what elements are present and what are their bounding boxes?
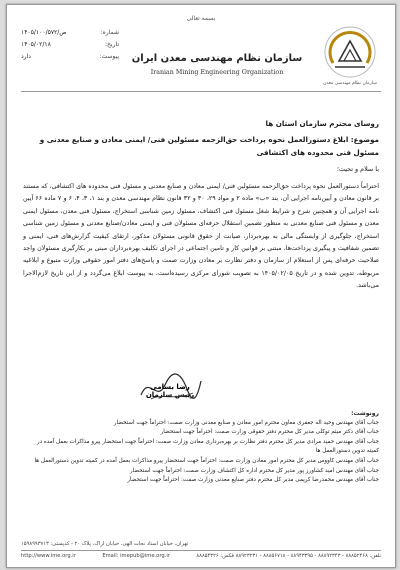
organization-logo-icon xyxy=(321,23,379,81)
copy-item: جناب آقای دکتر میثم توکلی مدیر کل محترم دفتر حقوقی وزارت صمت: احتراماً جهت استحضار xyxy=(160,429,379,436)
copy-item: جناب آقای مهندس امید کشاورز پور مدیر کل محترم اداره کل اکتشاف وزارت صمت: احتراماً جهت استحضار xyxy=(129,467,379,474)
org-name-english: Iranian Mining Engineering Organization xyxy=(150,69,284,76)
attachment-value: دارد xyxy=(21,53,31,60)
letter-body: احتراماً دستورالعمل نحوه پرداخت حق‌الزحمه مسئولین فنی/ ایمنی معادن و صنایع معدنی و مسئول فنی محدوده های اکتشافی، که مستند بر قانون معادن و آیین‌نامه اجرایی آن، بند «ب» ماده ۲ و مواد ۲۹، ۳۰ و ۳۲ قانون نظام مهندسی معدن و بند ۱، ۳، ۴، ۶ و ۷ ماده ۶۶ آیین نامه اجرایی آن و همچنین شرح و شرایط شغل مسئول فنی اکتشاف، مسئول زمین شناسی استخراج، مسئول فنی معدن، مسئول ایمنی معدن و مسئول فنی صنایع معدنی به منظور تضمین استقلال حرفه‌ای مسئولان فنی و ایمنی معادن/صنایع معدنی و مسئول زمین شناسی استخراج، جلوگیری از وابستگی مالی به بهره‌بردار، صیانت از حقوق قانونی مسئولان مذکور، ارتقای کیفیت گزارش‌های فنی، ایمنی و تضمین شفافیت و پیگیری پرداخت‌ها، مبتنی بر قوانین کار و تامین اجتماعی در اجرای تکلیف بهره‌برداران مبنی بر بکارگیری مسئولان واجد صلاحیت حرفه‌ای پس از استعلام از سازمان و دفتر نظارت بر معادن وزارت صمت و پاسخ‌های دفتر امور حقوقی وزارت متبوع و ابلاغیه مربوطه، تدوین شده و در تاریخ ۱۴۰۵/۰۲/۰۵ به تصویب شورای مرکزی رسیده‌است، به پیوست ابلاغ می‌گردد و از این تاریخ لازم‌الاجرا می‌باشد. xyxy=(23,183,379,290)
attachment-label: پیوست: xyxy=(99,53,119,60)
footer-phones: تلفن: ۸۸۸۵۲۴۶۸ - ۸۸۸۹۲۳۴۳ - ۸۸۹۴۳۳۹۵ - ۸۸۸۵۶۷۱۸ - ۸۸۹۲۳۲۳۱ فکس: ۸۸۸۵۴۳۲۶ xyxy=(196,553,381,559)
letter-page xyxy=(6,4,396,568)
reference-block xyxy=(21,27,119,63)
footer-divider xyxy=(21,550,381,551)
email-link[interactable]: Email: imepub@ime.org.ir xyxy=(102,553,170,559)
copy-item: جناب آقای مهندس حمید مرادی مدیر کل محترم دفتر نظارت بر بهره‌برداری معادن وزارت صمت: احتراماً جهت استحضار پیرو مذاکرات بعمل آمده در کمیته تدوین دستورالعمل ها xyxy=(36,438,379,455)
logo-caption: سازمان نظام مهندسی معدن xyxy=(323,81,377,86)
ref-number-label: شماره: xyxy=(100,29,119,36)
signatory-title: رییس سازمان xyxy=(145,391,195,399)
date-label: تاریخ: xyxy=(105,41,119,48)
copy-item: جناب آقای مهندس محمدرضا کریمی مدیر کل محترم دفتر صنایع معدنی وزارت صمت: احتراماً جهت استحضار xyxy=(127,477,379,484)
copy-item: جناب آقای مهندس وحید اله جعفری معاون محترم امور معادن و صنایع معدنی وزارت صمت: احتراماً جهت استحضار xyxy=(113,419,379,426)
org-name-persian: سازمان نظام مهندسی معدن ایران xyxy=(131,53,303,64)
addressee: روسای محترم سازمان استان ها xyxy=(265,119,379,128)
header-divider xyxy=(21,91,381,92)
attachment-row xyxy=(21,51,119,63)
signatory-name: رضا بسامی xyxy=(150,383,190,391)
bismillah: بسمه تعالی xyxy=(186,15,216,22)
footer-address: تهران، خیابان استاد نجات الهی، خیابان اراک، پلاک ۲۰ - کدپستی: ۱۵۹۸۹۹۳۷۱۳ xyxy=(21,541,189,547)
copies-section xyxy=(23,409,379,486)
website-link[interactable]: http://www.ime.org.ir xyxy=(21,553,76,559)
date-value: ۱۴۰۵/۰۲/۱۸ xyxy=(21,41,51,48)
greeting: با سلام و تحیت؛ xyxy=(336,165,379,173)
copy-item: جناب آقای مهندس کاووس مدیر کل محترم امور معادن وزارت صمت: احتراماً جهت استحضار پیرو مذاکرات بعمل آمده در کمیته تدوین دستورالعمل ها xyxy=(34,457,379,464)
ref-number-row xyxy=(21,27,119,39)
date-row xyxy=(21,39,119,51)
subject: موضوع: ابلاغ دستورالعمل نحوه پرداخت حق‌الزحمه مسئولین فنی/ ایمنی معادن و صنایع معدنی و مسئول فنی محدوده های اکتشافی xyxy=(39,135,379,157)
ref-number-value: ۱۴۰۵/ص/۱۰۰/۵۷۲ xyxy=(21,29,67,36)
footer-contact xyxy=(21,553,381,559)
copies-label: رونوشت: xyxy=(351,410,379,417)
